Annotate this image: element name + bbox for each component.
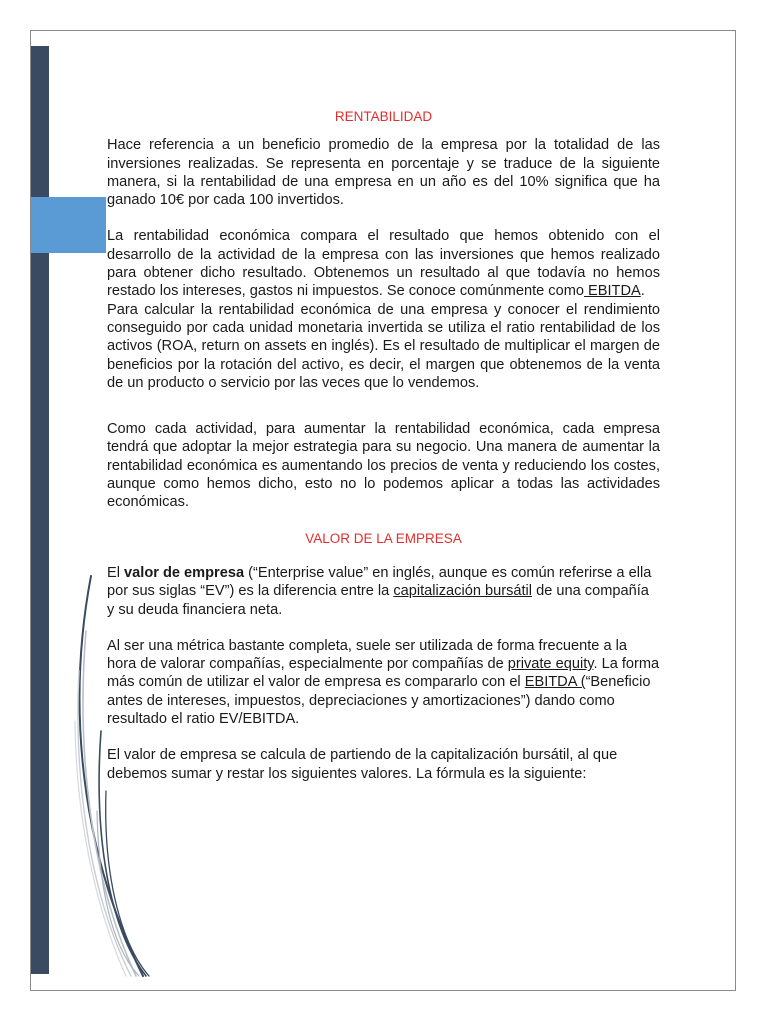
paragraph: Al ser una métrica bastante completa, suele ser utilizada de forma frecuente a la hora de valorar compañías, especialmente por compañías de private equity. La forma más común de utilizar el valor de empresa es compararlo con el EBITDA (“Beneficio antes de intereses, impuestos, depreciaciones y amortizaciones”) dando como resultado el ratio EV/EBITDA. (107, 637, 660, 728)
heading-rentabilidad: RENTABILIDAD (334, 109, 433, 124)
paragraph: Hace referencia a un beneficio promedio de la empresa por la totalidad de las inversiones realizadas. Se representa en porcentaje y se traduce de la siguiente manera, si la rentabilidad de una empresa en un año es del 10% significa que ha ganado 10€ por cada 100 invertidos. (107, 137, 660, 209)
heading-valor-empresa: VALOR DE LA EMPRESA (305, 530, 462, 546)
document-content (107, 108, 660, 783)
capitalizacion-link[interactable]: capitalización bursátil (393, 583, 533, 600)
paragraph: El valor de empresa se calcula de partiendo de la capitalización bursátil, al que debemos sumar y restar los siguientes valores. La fórmula es la siguiente: (107, 747, 618, 782)
document-page (30, 30, 736, 991)
ebitda-link[interactable]: EBITDA (583, 283, 641, 300)
accent-block (31, 197, 106, 253)
paragraph: Como cada actividad, para aumentar la rentabilidad económica, cada empresa tendrá que adoptar la mejor estrategia para su negocio. Una manera de aumentar la rentabilidad económica es aumentando los precios de venta y reduciendo los costes, aunque como hemos dicho, esto no lo podemos aplicar a todas las actividades económicas. (107, 421, 660, 511)
ebitda-link[interactable]: EBITDA ( (524, 674, 586, 691)
sidebar-decor-bar (31, 46, 49, 974)
paragraph: Para calcular la rentabilidad económica de una empresa y conocer el rendimiento conseguido por cada unidad monetaria invertida se utiliza el ratio rentabilidad de los activos (ROA, return on assets en inglés). Es el resultado de multiplicar el margen de beneficios por la rotación del activo, es decir, el margen que obtenemos de la venta de un producto o servicio por las veces que lo vendemos. (107, 301, 660, 391)
bold-term: valor de empresa (124, 564, 245, 581)
paragraph: La rentabilidad económica compara el resultado que hemos obtenido con el desarrollo de la actividad de la empresa con las inversiones que hemos realizado para obtener dicho resultado. Obtenemos un resultado al que todavía no hemos restado los intereses, gastos ni impuestos. Se conoce comúnmente como EBITDA. (107, 228, 660, 300)
private-equity-link[interactable]: private equity (507, 656, 594, 673)
paragraph: El valor de empresa (“Enterprise value” en inglés, aunque es común referirse a ella por sus siglas “EV”) es la diferencia entre la capitalización bursátil de una compañía y su deuda financiera neta. (107, 564, 652, 618)
